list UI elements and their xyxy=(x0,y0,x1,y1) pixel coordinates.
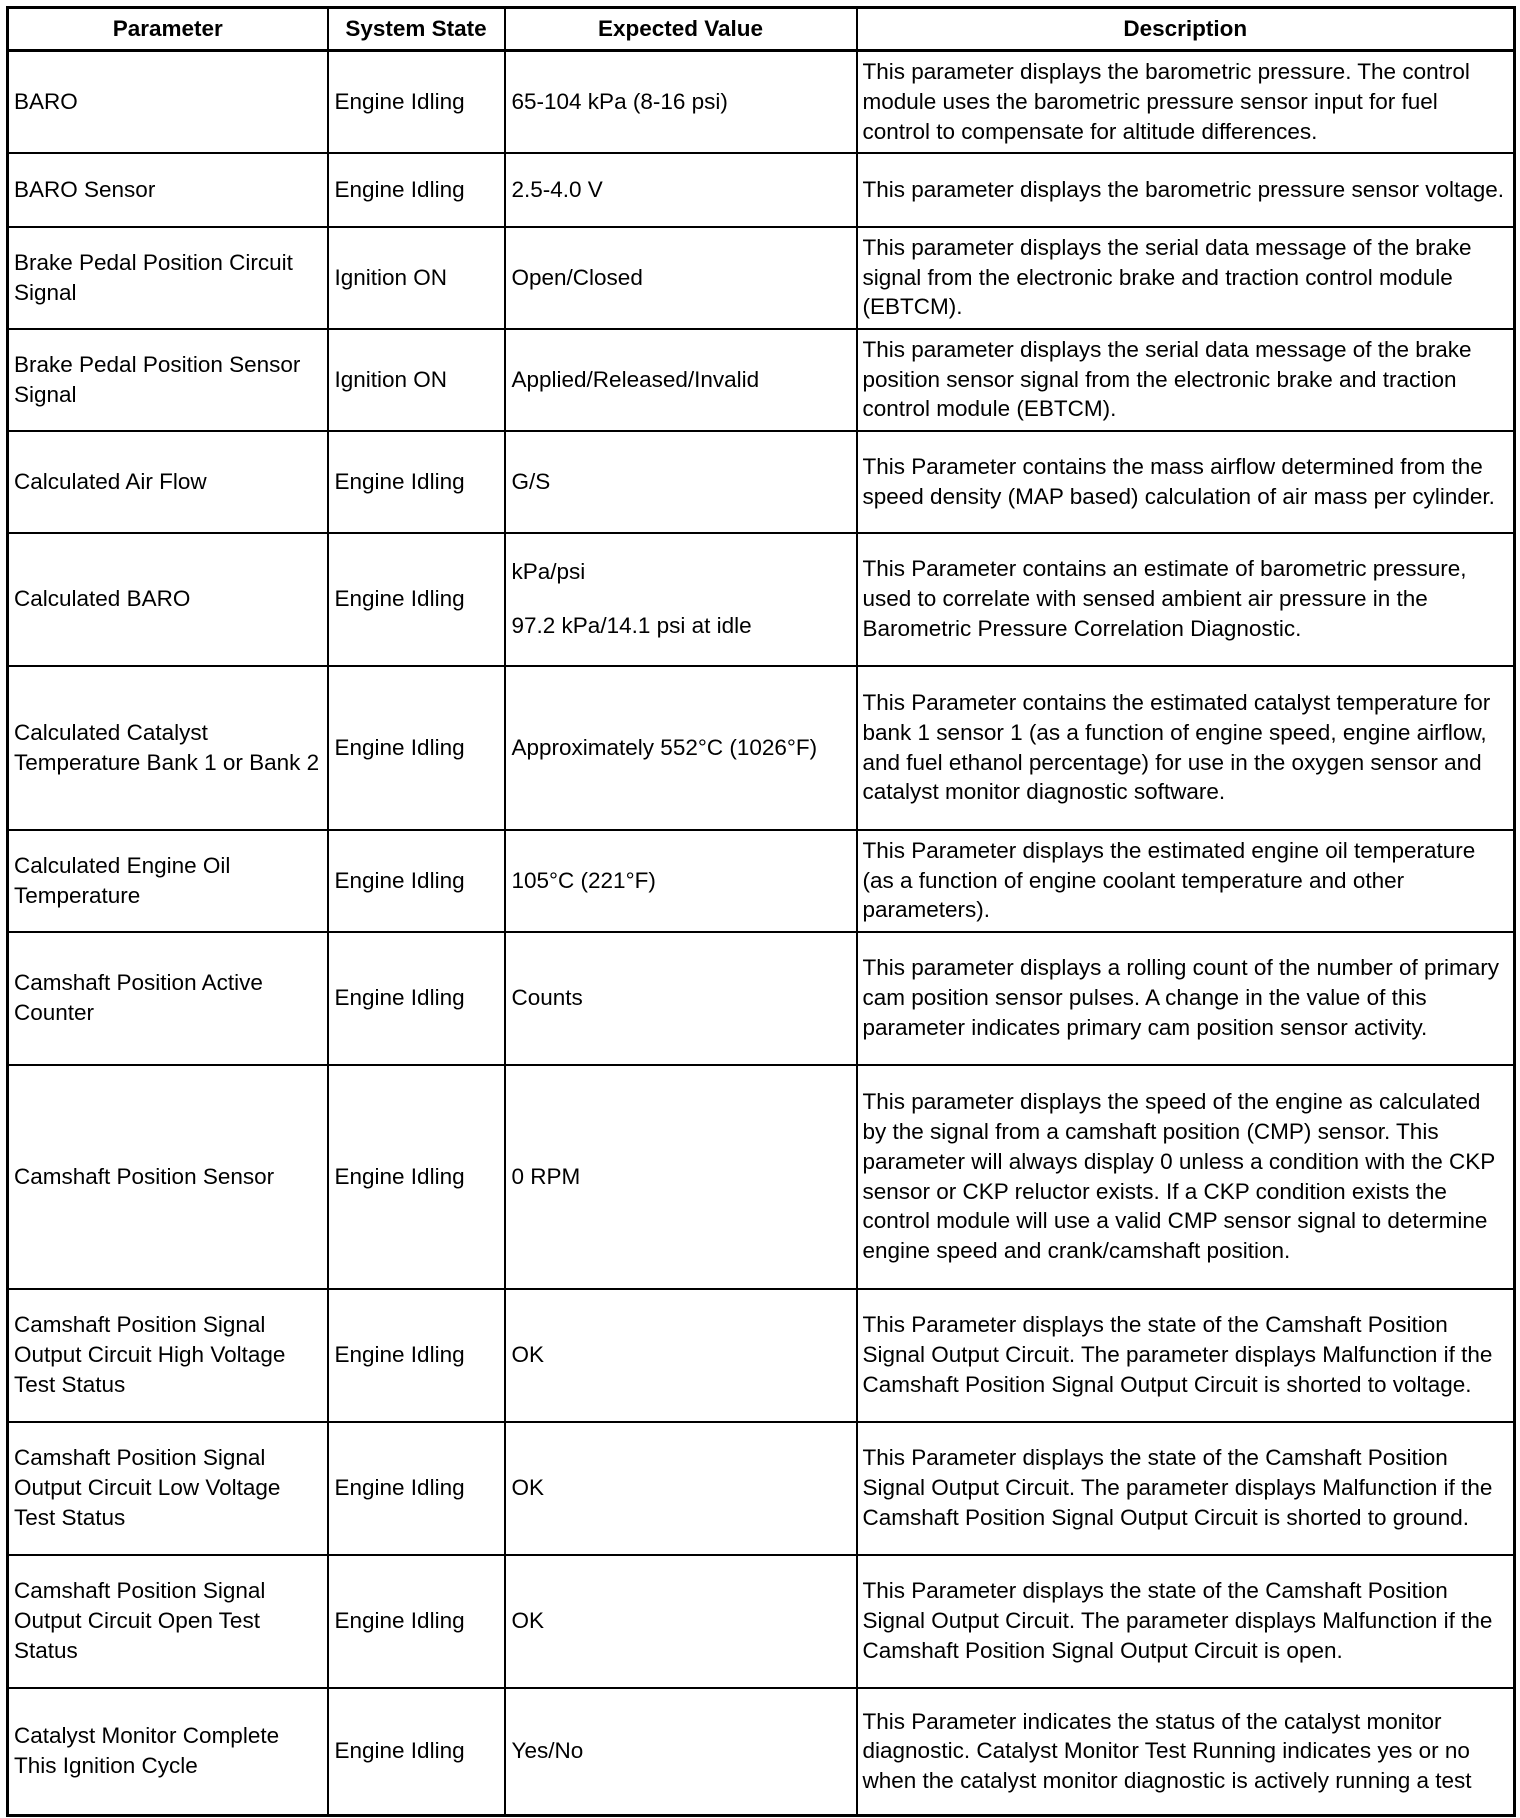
description-cell: This parameter displays a rolling count of the number of primary cam position sensor pulses. A change in the value of this parameter indicates primary cam position sensor activity. xyxy=(857,932,1515,1065)
expected-value-cell xyxy=(505,830,857,932)
system-state-cell: Engine Idling xyxy=(328,1289,505,1422)
table-row xyxy=(8,1422,1515,1555)
parameter-cell: Camshaft Position Sensor xyxy=(8,1065,328,1289)
expected-value-line: OK xyxy=(511,1608,545,1634)
expected-value-line: OK xyxy=(511,1342,545,1368)
header-system-state: System State xyxy=(328,8,505,51)
parameter-cell: Calculated BARO xyxy=(8,533,328,666)
description-cell: This Parameter displays the estimated engine oil temperature (as a function of engine coolant temperature and other parameters). xyxy=(857,830,1515,932)
header-description: Description xyxy=(857,8,1515,51)
parameter-table xyxy=(6,6,1516,1817)
table-row xyxy=(8,1289,1515,1422)
expected-value-cell xyxy=(505,1555,857,1688)
expected-value-cell xyxy=(505,666,857,830)
parameter-cell: Calculated Engine Oil Temperature xyxy=(8,830,328,932)
expected-value-cell xyxy=(505,1065,857,1289)
table-header-row xyxy=(8,8,1515,51)
description-cell: This parameter displays the speed of the engine as calculated by the signal from a camshaft position (CMP) sensor. This parameter will always display 0 unless a condition with the CKP sensor or CKP reluctor exists. If a CKP condition exists the control module will use a valid CMP sensor signal to determine engine speed and crank/camshaft position. xyxy=(857,1065,1515,1289)
expected-value-line: OK xyxy=(511,1475,545,1501)
table-row xyxy=(8,227,1515,329)
system-state-cell: Engine Idling xyxy=(328,666,505,830)
spacer xyxy=(512,587,851,611)
header-parameter: Parameter xyxy=(8,8,328,51)
parameter-cell: Brake Pedal Position Sensor Signal xyxy=(8,329,328,431)
table-row xyxy=(8,1688,1515,1816)
description-cell: This Parameter contains an estimate of barometric pressure, used to correlate with sensed ambient air pressure in the Barometric Pressure Correlation Diagnostic. xyxy=(857,533,1515,666)
expected-value-cell xyxy=(505,329,857,431)
parameter-cell: Calculated Catalyst Temperature Bank 1 or Bank 2 xyxy=(8,666,328,830)
parameter-cell: Brake Pedal Position Circuit Signal xyxy=(8,227,328,329)
description-cell: This Parameter contains the mass airflow determined from the speed density (MAP based) calculation of air mass per cylinder. xyxy=(857,431,1515,533)
table-row xyxy=(8,1065,1515,1289)
expected-value-cell xyxy=(505,51,857,153)
system-state-cell: Engine Idling xyxy=(328,1422,505,1555)
expected-value-line: Yes/No xyxy=(511,1738,584,1764)
description-cell: This Parameter indicates the status of the catalyst monitor diagnostic. Catalyst Monitor Test Running indicates yes or no when the catalyst monitor diagnostic is actively running a test xyxy=(857,1688,1515,1816)
description-cell: This Parameter contains the estimated catalyst temperature for bank 1 sensor 1 (as a function of engine speed, engine airflow, and fuel ethanol percentage) for use in the oxygen sensor and catalyst monitor diagnostic software. xyxy=(857,666,1515,830)
expected-value-line: Applied/Released/Invalid xyxy=(511,366,760,392)
parameter-cell: BARO xyxy=(8,51,328,153)
system-state-cell: Ignition ON xyxy=(328,329,505,431)
table-row xyxy=(8,830,1515,932)
table-row xyxy=(8,329,1515,431)
expected-value-cell xyxy=(505,431,857,533)
parameter-cell: Camshaft Position Signal Output Circuit Open Test Status xyxy=(8,1555,328,1688)
system-state-cell: Engine Idling xyxy=(328,153,505,227)
expected-value-line: Approximately 552°C (1026°F) xyxy=(511,734,818,760)
system-state-cell: Engine Idling xyxy=(328,51,505,153)
expected-value-line: Open/Closed xyxy=(511,264,643,290)
description-cell: This parameter displays the barometric pressure sensor voltage. xyxy=(857,153,1515,227)
expected-value-line: 65-104 kPa (8-16 psi) xyxy=(511,88,728,114)
description-cell: This parameter displays the serial data message of the brake position sensor signal from the electronic brake and traction control module (EBTCM). xyxy=(857,329,1515,431)
expected-value-line: kPa/psi xyxy=(511,559,586,585)
system-state-cell: Engine Idling xyxy=(328,1688,505,1816)
expected-value-cell xyxy=(505,1688,857,1816)
expected-value-cell xyxy=(505,1422,857,1555)
parameter-cell: Calculated Air Flow xyxy=(8,431,328,533)
system-state-cell: Engine Idling xyxy=(328,932,505,1065)
table-row xyxy=(8,431,1515,533)
parameter-cell: Camshaft Position Signal Output Circuit Low Voltage Test Status xyxy=(8,1422,328,1555)
system-state-cell: Engine Idling xyxy=(328,431,505,533)
expected-value-line: 97.2 kPa/14.1 psi at idle xyxy=(511,613,752,638)
parameter-cell: Camshaft Position Active Counter xyxy=(8,932,328,1065)
description-cell: This parameter displays the serial data message of the brake signal from the electronic brake and traction control module (EBTCM). xyxy=(857,227,1515,329)
parameter-cell: Catalyst Monitor Complete This Ignition Cycle xyxy=(8,1688,328,1816)
table-row xyxy=(8,533,1515,666)
description-cell: This Parameter displays the state of the Camshaft Position Signal Output Circuit. The parameter displays Malfunction if the Camshaft Position Signal Output Circuit is open. xyxy=(857,1555,1515,1688)
system-state-cell: Engine Idling xyxy=(328,1555,505,1688)
table-row xyxy=(8,1555,1515,1688)
expected-value-line: G/S xyxy=(511,468,551,494)
expected-value-line: Counts xyxy=(511,985,583,1011)
system-state-cell: Ignition ON xyxy=(328,227,505,329)
description-cell: This Parameter displays the state of the Camshaft Position Signal Output Circuit. The parameter displays Malfunction if the Camshaft Position Signal Output Circuit is shorted to voltage. xyxy=(857,1289,1515,1422)
description-cell: This parameter displays the barometric pressure. The control module uses the barometric pressure sensor input for fuel control to compensate for altitude differences. xyxy=(857,51,1515,153)
expected-value-line: 2.5-4.0 V xyxy=(511,176,603,202)
expected-value-cell xyxy=(505,533,857,666)
table-row xyxy=(8,666,1515,830)
table-row xyxy=(8,153,1515,227)
expected-value-cell xyxy=(505,153,857,227)
system-state-cell: Engine Idling xyxy=(328,830,505,932)
parameter-cell: Camshaft Position Signal Output Circuit High Voltage Test Status xyxy=(8,1289,328,1422)
table-row xyxy=(8,51,1515,153)
expected-value-line: 105°C (221°F) xyxy=(511,867,656,893)
system-state-cell: Engine Idling xyxy=(328,533,505,666)
expected-value-cell xyxy=(505,227,857,329)
expected-value-cell xyxy=(505,932,857,1065)
expected-value-line: 0 RPM xyxy=(511,1163,581,1189)
description-cell: This Parameter displays the state of the Camshaft Position Signal Output Circuit. The parameter displays Malfunction if the Camshaft Position Signal Output Circuit is shorted to ground. xyxy=(857,1422,1515,1555)
header-expected-value: Expected Value xyxy=(505,8,857,51)
table-row xyxy=(8,932,1515,1065)
expected-value-cell xyxy=(505,1289,857,1422)
parameter-cell: BARO Sensor xyxy=(8,153,328,227)
system-state-cell: Engine Idling xyxy=(328,1065,505,1289)
table-body xyxy=(8,51,1515,1816)
